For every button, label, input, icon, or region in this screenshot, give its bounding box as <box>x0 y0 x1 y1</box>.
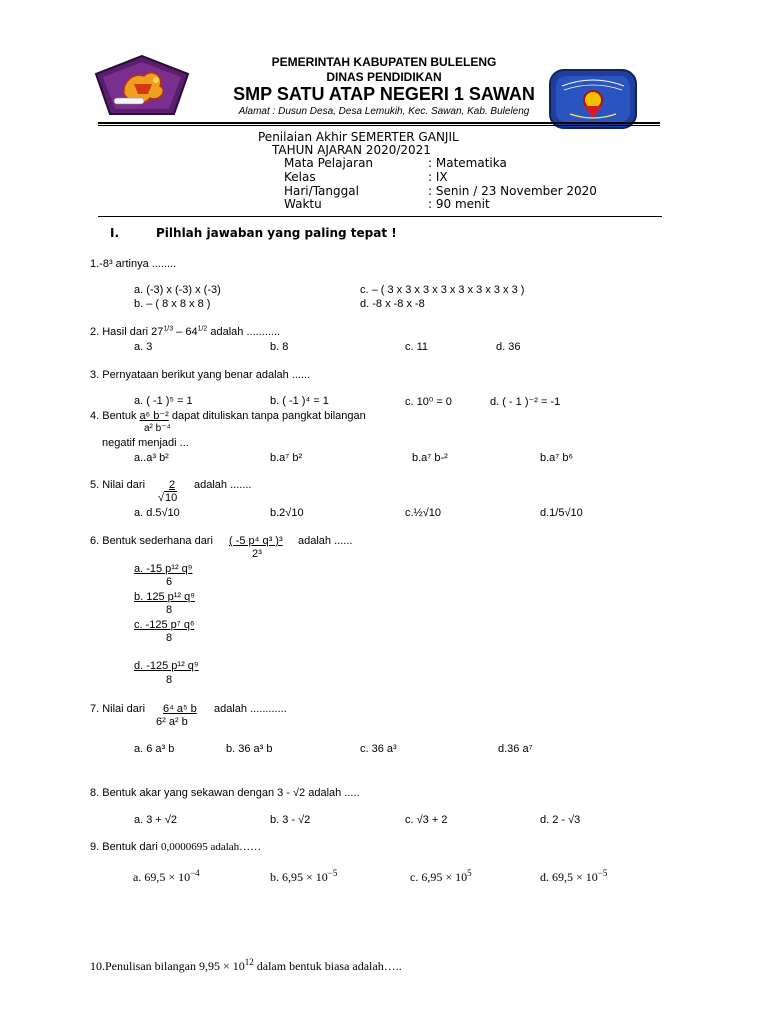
exam-year: TAHUN AJARAN 2020/2021 <box>272 143 431 157</box>
q9-option-d: d. $69,5 \times 10^{-5}$ <box>540 868 608 884</box>
q8-stem: 8. Bentuk akar yang sekawan dengan 3 - √2 adalah ..... <box>90 787 360 799</box>
q4-numerator: a⁶ b⁻² <box>139 410 169 422</box>
q7-numerator: 6⁴ a⁵ b <box>163 703 197 715</box>
department-name: DINAS PENDIDIKAN <box>326 70 442 84</box>
info-label-time: Waktu <box>284 197 322 211</box>
q1-option-b: b. – ( 8 x 8 x 8 ) <box>134 298 211 310</box>
government-name: PEMERINTAH KABUPATEN BULELENG <box>271 55 497 69</box>
q6-option-b-numerator: b. 125 p¹² q⁹ <box>134 591 195 603</box>
q8-option-b: b. 3 - √2 <box>270 814 311 826</box>
q9-stem: 9. Bentuk dari 0,0000695 adalah…… <box>90 841 262 853</box>
school-address: Alamat : Dusun Desa, Desa Lemukih, Kec. Sawan, Kab. Buleleng <box>238 106 530 117</box>
q5-option-c: c.½√10 <box>405 507 442 519</box>
q7-option-a: a. 6 a³ b <box>134 743 175 755</box>
q6-stem-suffix: adalah ...... <box>298 535 353 547</box>
q1-option-c: c. – ( 3 x 3 x 3 x 3 x 3 x 3 x 3 x 3 ) <box>360 284 525 296</box>
q9-option-b: b. $6,95 \times 10^{-5}$ <box>270 868 338 884</box>
q4-option-c: b.a⁷ b-² <box>412 452 448 464</box>
q9-option-a: a. $69,5 \times 10^{-4}$ <box>133 868 200 884</box>
info-value-time: : 90 menit <box>428 197 490 211</box>
q4-stem-line2: negatif menjadi ... <box>102 437 189 449</box>
info-value-subject: : Matematika <box>428 156 507 170</box>
q6-option-d-numerator: d. -125 p¹² q⁹ <box>134 660 199 672</box>
q7-denominator: 6² a² b <box>156 716 188 728</box>
q6-option-d-denominator: 8 <box>166 674 173 686</box>
q6-stem-prefix: 6. Bentuk sederhana dari <box>90 535 213 547</box>
q6-denominator: 2³ <box>252 548 262 560</box>
q5-stem-prefix: 5. Nilai dari <box>90 479 146 491</box>
q3-option-b: b. ( -1 )⁴ = 1 <box>270 395 329 407</box>
header-rule <box>98 122 660 124</box>
q6-option-c-denominator: 8 <box>166 632 173 644</box>
q4-stem: 4. Bentuk a⁶ b⁻² dapat dituliskan tanpa pangkat bilangan <box>90 410 366 422</box>
info-value-date: : Senin / 23 November 2020 <box>428 184 597 198</box>
q2-option-b: b. 8 <box>270 341 289 353</box>
q4-option-a: a..a³ b² <box>134 452 169 464</box>
school-name: SMP SATU ATAP NEGERI 1 SAWAN <box>233 84 535 104</box>
q1-option-d: d. -8 x -8 x -8 <box>360 298 425 310</box>
q3-option-a: a. ( -1 )⁵ = 1 <box>134 395 193 407</box>
q8-option-d: d. 2 - √3 <box>540 814 581 826</box>
q7-option-d: d.36 a⁷ <box>498 743 533 755</box>
q6-option-a-denominator: 6 <box>166 576 173 588</box>
q3-stem: 3. Pernyataan berikut yang benar adalah ...... <box>90 369 311 381</box>
q8-option-c: c. √3 + 2 <box>405 814 448 826</box>
q9-option-c: c. $6,95 \times 10^5$ <box>410 868 472 884</box>
q2-option-d: d. 36 <box>496 341 521 353</box>
q4-denominator: a² b⁻⁴ <box>144 423 171 434</box>
q2-exponent-2: 1/2 <box>197 325 208 333</box>
q5-numerator: 2 <box>168 479 176 491</box>
q7-stem-prefix: 7. Nilai dari <box>90 703 146 715</box>
q6-numerator: ( -5 p⁴ q³ )³ <box>229 535 283 547</box>
q3-option-d: d. ( - 1 )⁻² = -1 <box>490 396 561 408</box>
q7-option-c: c. 36 a³ <box>360 743 397 755</box>
q1-option-a: a. (-3) x (-3) x (-3) <box>134 284 221 296</box>
section-number: I. <box>110 226 120 240</box>
section-rule <box>98 216 662 217</box>
q2-stem: 2. Hasil dari $27^{1/3} - 64^{1/2}$ adalah ........... <box>90 325 281 338</box>
header-rule-thin <box>98 125 660 126</box>
section-instruction: Pilhlah jawaban yang paling tepat ! <box>156 226 397 240</box>
q5-option-a: a. d.5√10 <box>134 507 180 519</box>
q7-stem-suffix: adalah ............ <box>214 703 287 715</box>
q1-stem: 1.-8³ artinya ........ <box>90 258 177 270</box>
q9-value: 0,0000695 adalah…… <box>160 841 262 853</box>
q10-stem: 10.Penulisan bilangan $9,95 \times 10^{12}$ dalam bentuk biasa adalah….. <box>90 957 402 973</box>
info-label-class: Kelas <box>284 170 316 184</box>
q4-option-b: b.a⁷ b² <box>270 452 303 464</box>
q5-option-d: d.1/5√10 <box>540 507 583 519</box>
q2-option-c: c. 11 <box>405 341 429 353</box>
q6-option-a-numerator: a. -15 p¹² q⁹ <box>134 563 193 575</box>
q6-option-b-denominator: 8 <box>166 604 173 616</box>
q3-option-c: c. 10⁰ = 0 <box>405 396 452 408</box>
info-value-class: : IX <box>428 170 448 184</box>
q5-option-b: b.2√10 <box>270 507 304 519</box>
q5-stem-suffix: adalah ....... <box>194 479 252 491</box>
q8-option-a: a. 3 + √2 <box>134 814 178 826</box>
info-label-subject: Mata Pelajaran <box>284 156 374 170</box>
q2-exponent-1: 1/3 <box>163 325 174 333</box>
q2-option-a: a. 3 <box>134 341 153 353</box>
q4-option-d: b.a⁷ b⁶ <box>540 452 573 464</box>
exam-title: Penilaian Akhir SEMERTER GANJIL <box>258 130 459 144</box>
info-label-date: Hari/Tanggal <box>284 184 359 198</box>
q6-option-c-numerator: c. -125 p⁷ q⁶ <box>134 619 195 631</box>
q5-denominator: √10 <box>158 492 178 504</box>
q7-option-b: b. 36 a³ b <box>226 743 273 755</box>
q10-exponent: 12 <box>244 957 254 967</box>
